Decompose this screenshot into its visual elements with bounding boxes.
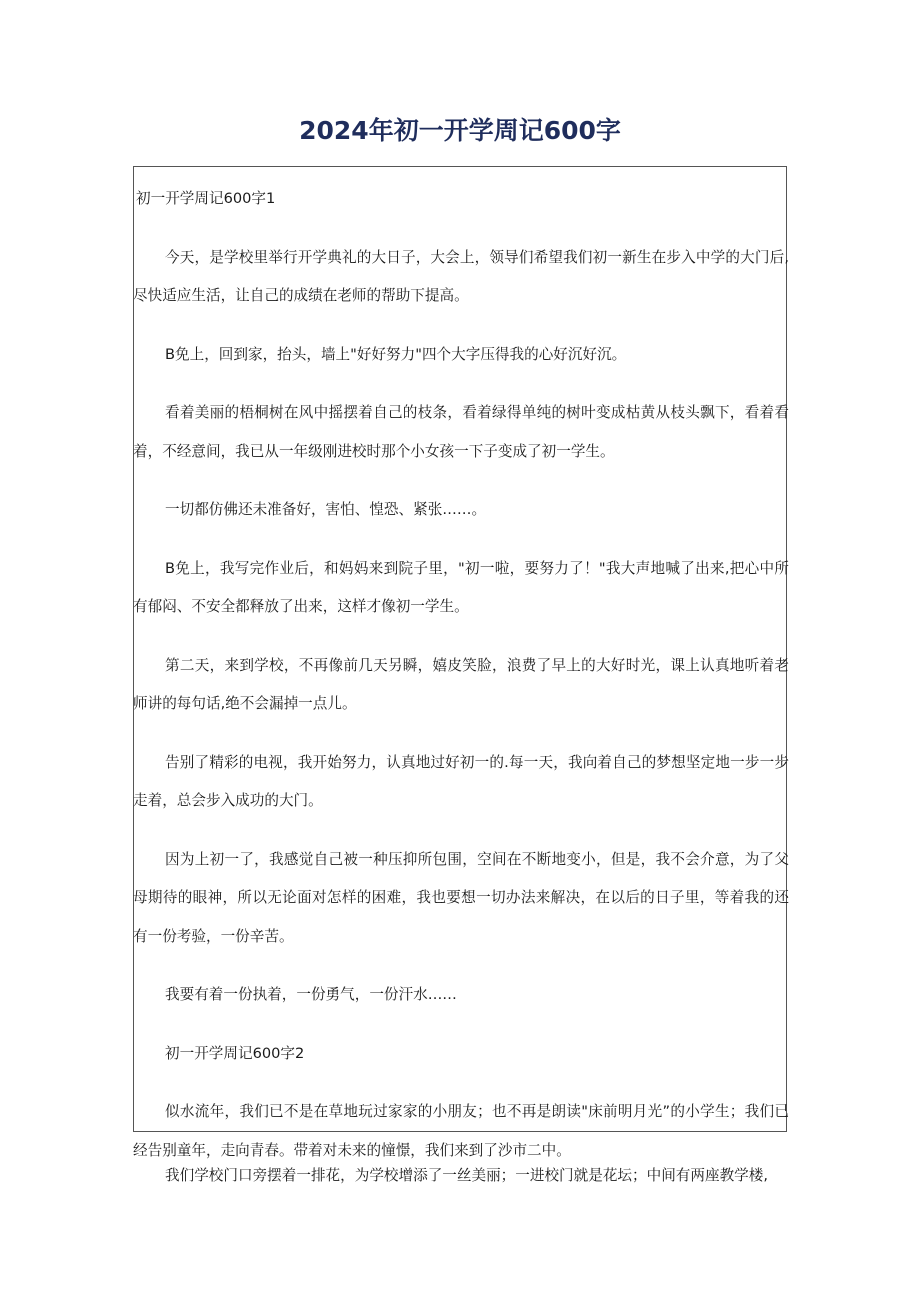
paragraph: 我们学校门口旁摆着一排花，为学校增添了一丝美丽；一进校门就是花坛；中间有两座教学楼, [165, 1167, 768, 1184]
paragraph: 似水流年，我们已不是在草地玩过家家的小朋友；也不再是朗读"床前明月光”的小学生；我们已经告别童年，走向青春。带着对未来的憧憬，我们来到了沙市二中。 [133, 1103, 789, 1159]
paragraph: 我要有着一份执着，一份勇气，一份汗水…… [165, 986, 457, 1003]
section-heading-2: 初一开学周记600字2 [165, 1044, 305, 1062]
paragraph: 看着美丽的梧桐树在风中摇摆着自己的枝条，看着绿得单纯的树叶变成枯黄从枝头飘下，看着看着，不经意间，我已从一年级刚进校时那个小女孩一下子变成了初一学生。 [133, 404, 789, 460]
paragraph: 因为上初一了，我感觉自己被一种压抑所包围，空间在不断地变小，但是，我不会介意，为了父母期待的眼神，所以无论面对怎样的困难，我也要想一切办法来解决，在以后的日子里，等着我的还有一份考验，一份辛苦。 [133, 850, 789, 945]
document-body [133, 180, 789, 1190]
paragraph: 告别了精彩的电视，我开始努力，认真地过好初一的.每一天，我向着自己的梦想坚定地一步一步走着，总会步入成功的大门。 [133, 753, 789, 809]
section-heading-1: 初一开学周记600字1 [136, 190, 276, 207]
paragraph: 一切都仿佛还未准备好，害怕、惶恐、紧张……。 [165, 501, 487, 518]
paragraph: 第二天，来到学校，不再像前几天另瞬，嬉皮笑脸，浪费了早上的大好时光，课上认真地听着老师讲的每句话,绝不会漏掉一点儿。 [133, 656, 789, 712]
paragraph: 今天，是学校里举行开学典礼的大日子，大会上，领导们希望我们初一新生在步入中学的大门后,尽快适应生活，让自己的成绩在老师的帮助下提高。 [133, 248, 789, 304]
paragraph: B免上，回到家，抬头，墙上"好好努力"四个大字压得我的心好沉好沉。 [165, 345, 627, 363]
paragraph: B免上，我写完作业后，和妈妈来到院子里，"初一啦，要努力了！"我大声地喊了出来,把心中所有郁闷、不安全都释放了出来，这样才像初一学生。 [133, 559, 789, 615]
document-continuation [133, 1157, 789, 1216]
document-title: 2024年初一开学周记600字 [299, 116, 621, 145]
